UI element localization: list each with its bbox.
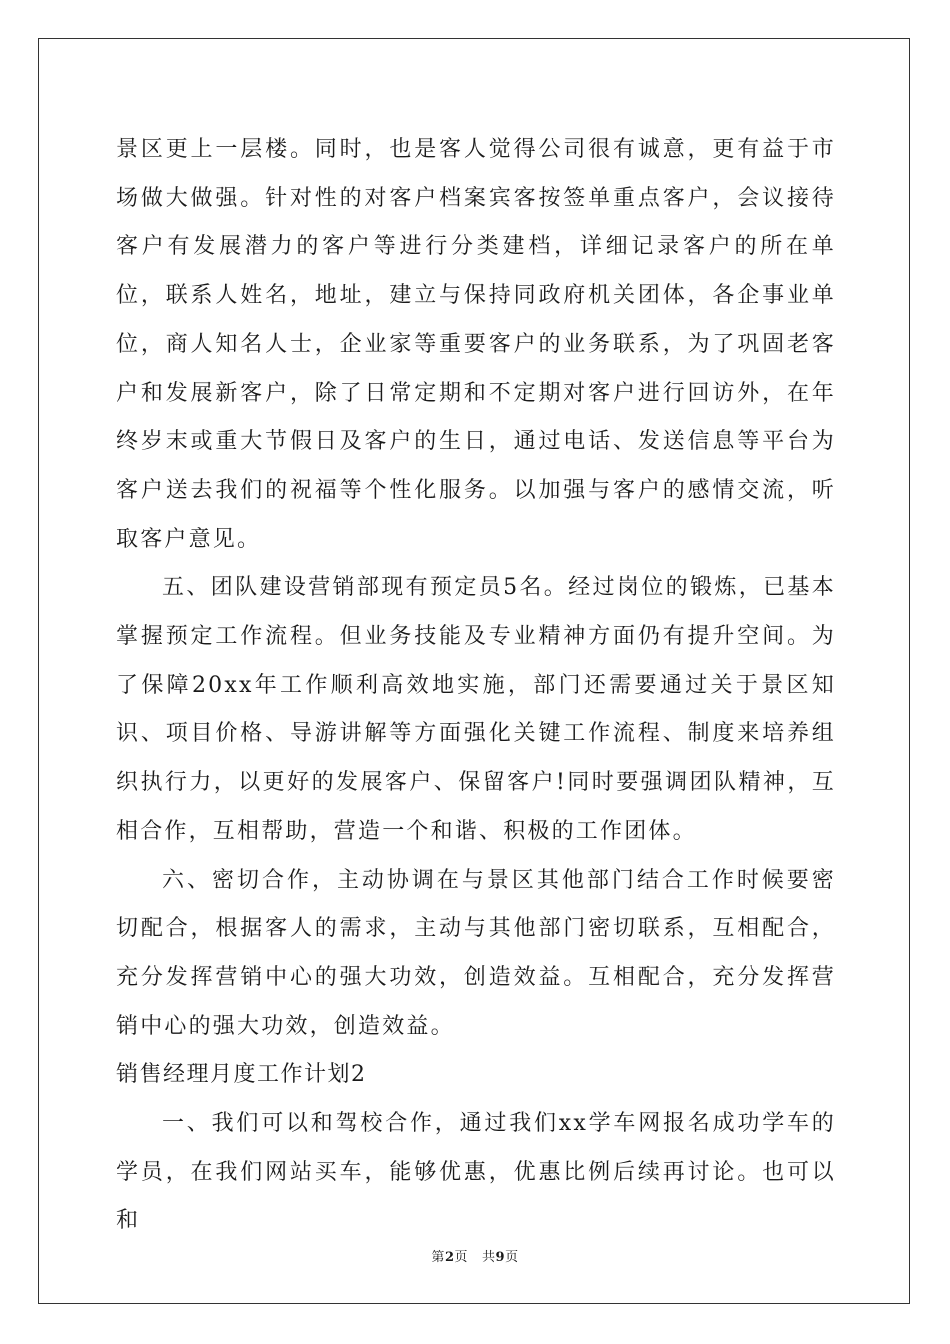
page-suffix: 页 bbox=[454, 1250, 468, 1265]
total-suffix: 页 bbox=[505, 1250, 519, 1265]
total-pages: 9 bbox=[495, 1250, 506, 1265]
total-prefix: 共 bbox=[482, 1250, 496, 1265]
paragraph-3: 六、密切合作，主动协调在与景区其他部门结合工作时候要密切配合，根据客人的需求，主动与其他部门密切联系，互相配合，充分发挥营销中心的强大功效，创造效益。互相配合，充分发挥营销中心的强大功效，创造效益。 bbox=[116, 867, 836, 1039]
page-number: 2 bbox=[444, 1250, 455, 1265]
page-prefix: 第 bbox=[431, 1250, 445, 1265]
paragraph-1: 景区更上一层楼。同时，也是客人觉得公司很有诚意，更有益于市场做大做强。针对性的对客户档案宾客按签单重点客户，会议接待客户有发展潜力的客户等进行分类建档，详细记录客户的所在单位，联系人姓名，地址，建立与保持同政府机关团体，各企事业单位，商人知名人士，企业家等重要客户的业务联系，为了巩固老客户和发展新客户，除了日常定期和不定期对客户进行回访外，在年终岁末或重大节假日及客户的生日，通过电话、发送信息等平台为客户送去我们的祝福等个性化服务。以加强与客户的感情交流，听取客户意见。 bbox=[116, 137, 836, 552]
paragraph-4: 一、我们可以和驾校合作，通过我们xx学车网报名成功学车的学员，在我们网站买车，能够优惠，优惠比例后续再讨论。也可以和 bbox=[116, 1111, 836, 1234]
section-heading: 销售经理月度工作计划2 bbox=[116, 1062, 367, 1088]
paragraph-2: 五、团队建设营销部现有预定员5名。经过岗位的锻炼，已基本掌握预定工作流程。但业务技能及专业精神方面仍有提升空间。为了保障20xx年工作顺利高效地实施，部门还需要通过关于景区知识、项目价格、导游讲解等方面强化关键工作流程、制度来培养组织执行力，以更好的发展客户、保留客户!同时要强调团队精神，互相合作，互相帮助，营造一个和谐、积极的工作团体。 bbox=[116, 575, 836, 844]
document-body bbox=[116, 126, 836, 1246]
page-footer bbox=[0, 1246, 950, 1265]
